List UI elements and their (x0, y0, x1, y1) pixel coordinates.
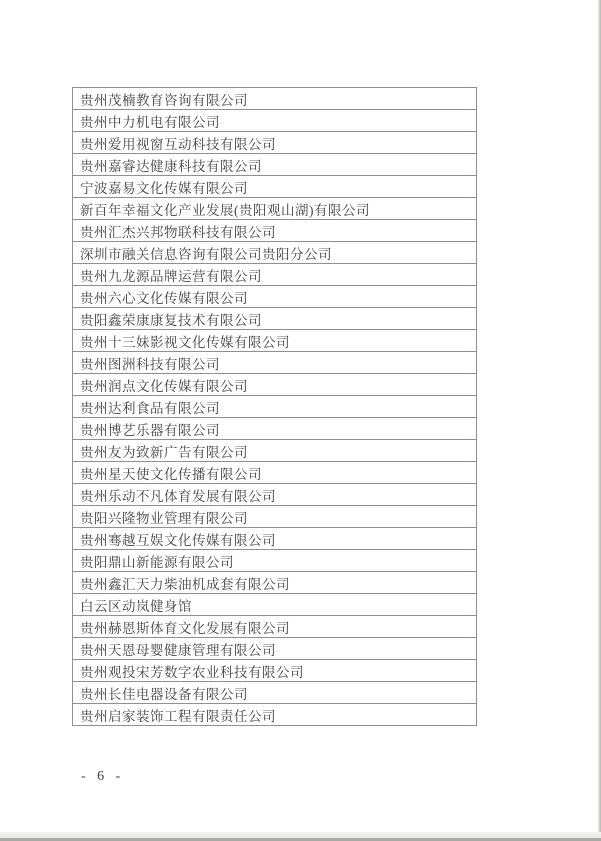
table-row (73, 352, 477, 374)
company-name-cell: 贵阳鼎山新能源有限公司 (73, 550, 477, 572)
table-row (73, 616, 477, 638)
table-row (73, 154, 477, 176)
table-row (73, 330, 477, 352)
table-row (73, 682, 477, 704)
company-name-cell: 贵阳兴隆物业管理有限公司 (73, 506, 477, 528)
table-row (73, 220, 477, 242)
table-row (73, 88, 477, 110)
company-name-cell: 贵州图洲科技有限公司 (73, 352, 477, 374)
company-name-cell: 贵州九龙源品牌运营有限公司 (73, 264, 477, 286)
table-row (73, 704, 477, 726)
table-row (73, 198, 477, 220)
table-row (73, 528, 477, 550)
table-row (73, 132, 477, 154)
table-row (73, 440, 477, 462)
company-name-cell: 贵州观投宋芳数字农业科技有限公司 (73, 660, 477, 682)
company-name-cell: 贵州赫恩斯体育文化发展有限公司 (73, 616, 477, 638)
company-name-cell: 贵州长佳电器设备有限公司 (73, 682, 477, 704)
scan-edge-bottom (0, 832, 601, 841)
company-table-body (73, 88, 477, 726)
company-name-cell: 白云区动岚健身馆 (73, 594, 477, 616)
company-name-cell: 贵州茂楠教育咨询有限公司 (73, 88, 477, 110)
table-row (73, 484, 477, 506)
table-row (73, 396, 477, 418)
company-name-cell: 贵州启家装饰工程有限责任公司 (73, 704, 477, 726)
table-row (73, 242, 477, 264)
company-name-cell: 贵州骞越互娱文化传媒有限公司 (73, 528, 477, 550)
company-name-cell: 贵州达利食品有限公司 (73, 396, 477, 418)
company-name-cell: 贵州爱用视窗互动科技有限公司 (73, 132, 477, 154)
company-name-cell: 贵州友为致新广告有限公司 (73, 440, 477, 462)
company-name-cell: 贵阳鑫荣康康复技术有限公司 (73, 308, 477, 330)
company-name-cell: 贵州六心文化传媒有限公司 (73, 286, 477, 308)
company-name-cell: 贵州鑫汇天力柴油机成套有限公司 (73, 572, 477, 594)
table-row (73, 638, 477, 660)
table-row (73, 594, 477, 616)
company-name-cell: 贵州天恩母婴健康管理有限公司 (73, 638, 477, 660)
company-name-cell: 新百年幸福文化产业发展(贵阳观山湖)有限公司 (73, 198, 477, 220)
company-name-cell: 贵州中力机电有限公司 (73, 110, 477, 132)
table-row (73, 176, 477, 198)
company-table (72, 87, 477, 726)
table-row (73, 660, 477, 682)
table-row (73, 572, 477, 594)
table-row (73, 462, 477, 484)
company-name-cell: 贵州乐动不凡体育发展有限公司 (73, 484, 477, 506)
company-name-cell: 贵州星天使文化传播有限公司 (73, 462, 477, 484)
table-row (73, 264, 477, 286)
table-row (73, 550, 477, 572)
table-row (73, 110, 477, 132)
company-name-cell: 贵州润点文化传媒有限公司 (73, 374, 477, 396)
table-row (73, 506, 477, 528)
company-name-cell: 贵州十三妹影视文化传媒有限公司 (73, 330, 477, 352)
table-row (73, 374, 477, 396)
table-row (73, 286, 477, 308)
table-row (73, 308, 477, 330)
company-name-cell: 贵州嘉睿达健康科技有限公司 (73, 154, 477, 176)
company-name-cell: 深圳市融关信息咨询有限公司贵阳分公司 (73, 242, 477, 264)
company-name-cell: 贵州汇杰兴邦物联科技有限公司 (73, 220, 477, 242)
company-name-cell: 贵州博艺乐器有限公司 (73, 418, 477, 440)
table-row (73, 418, 477, 440)
page-number: - 6 - (81, 769, 125, 784)
company-name-cell: 宁波嘉易文化传媒有限公司 (73, 176, 477, 198)
